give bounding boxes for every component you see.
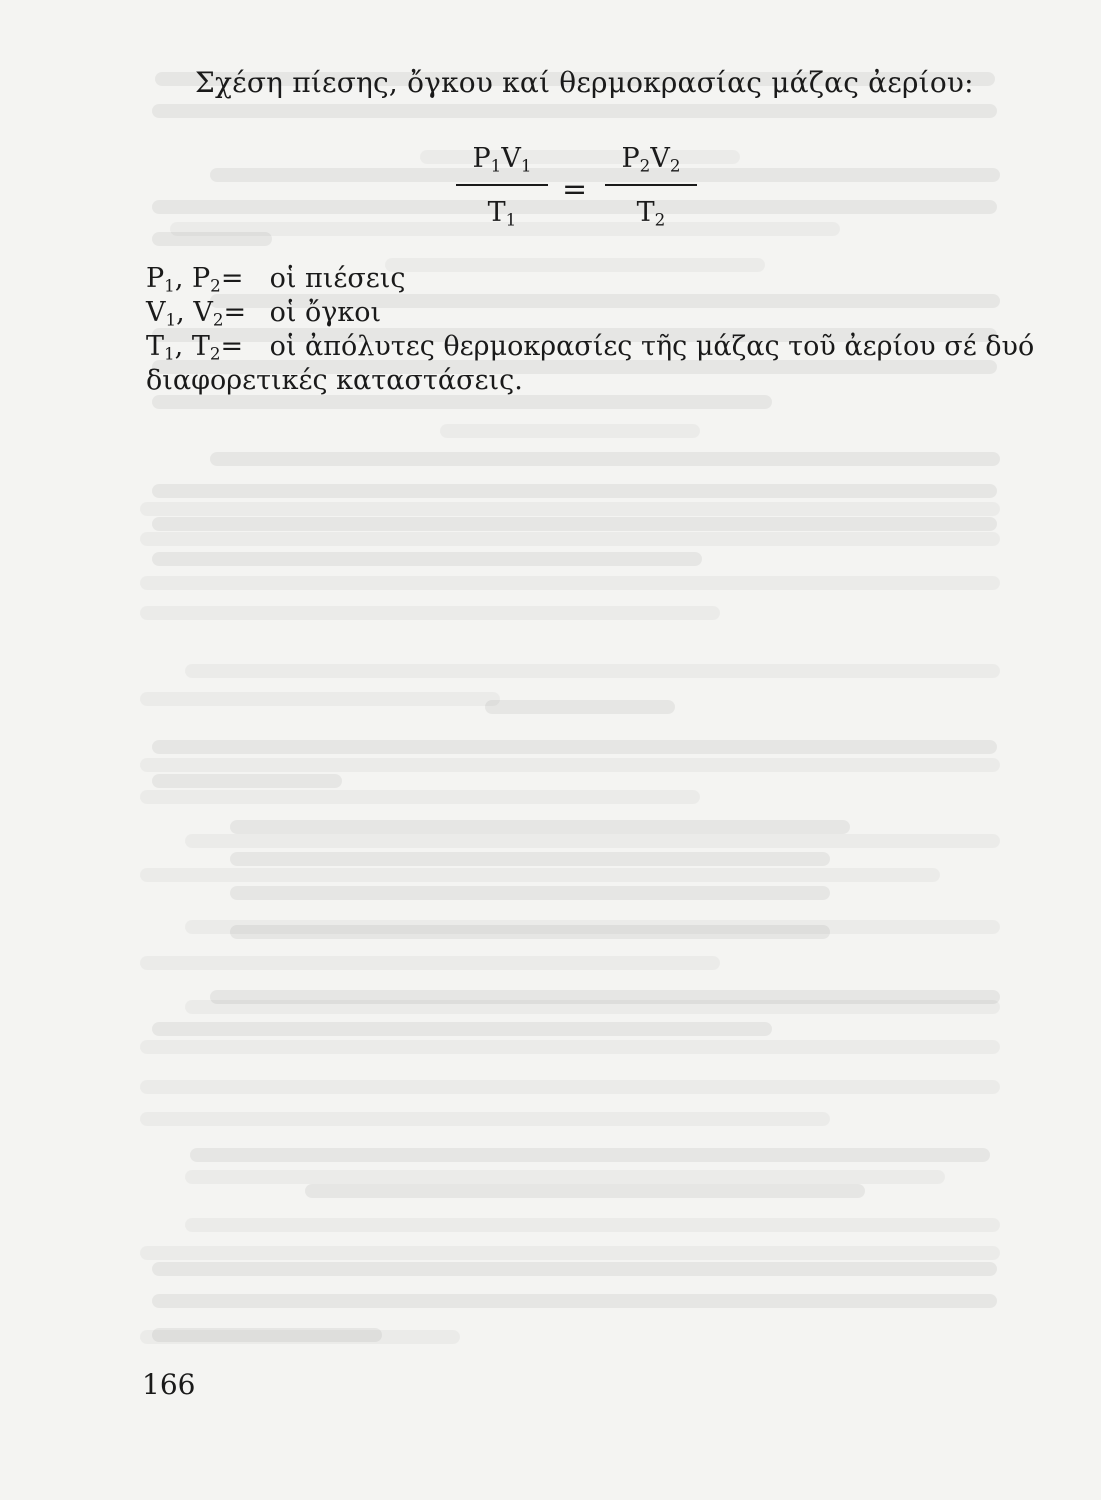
definition-symbols: $T_1$, $T_2=$ — [146, 331, 244, 364]
variable-definitions — [146, 262, 1034, 398]
left-fraction — [456, 140, 548, 232]
fraction-bar — [605, 184, 697, 186]
definition-text: οἱ ἀπόλυτες θερμοκρασίες τῆς μάζας τοῦ ἀερίου σέ δυό — [269, 331, 1035, 362]
right-numerator: $P_2V_2$ — [621, 143, 681, 176]
right-denominator: $T_2$ — [636, 197, 666, 230]
definition-text: οἱ πιέσεις — [269, 263, 406, 294]
left-denominator: $T_1$ — [487, 197, 517, 230]
gas-law-formula — [450, 140, 710, 240]
page-number: 166 — [142, 1368, 196, 1401]
equals-sign: = — [562, 172, 588, 207]
left-numerator: $P_1V_1$ — [472, 143, 532, 176]
definition-volume — [146, 296, 1034, 330]
definition-symbols: $V_1$, $V_2=$ — [146, 297, 247, 330]
definition-text: οἱ ὄγκοι — [269, 297, 382, 328]
definition-symbols: $P_1$, $P_2=$ — [146, 263, 244, 296]
definition-temperature-continuation: διαφορετικές καταστάσεις. — [146, 365, 523, 396]
right-fraction — [605, 140, 697, 232]
section-heading: Σχέση πίεσης, ὄγκου καί θερμοκρασίας μάζας ἀερίου: — [195, 66, 974, 99]
fraction-bar — [456, 184, 548, 186]
definition-temperature — [146, 330, 1034, 364]
definition-pressure — [146, 262, 1034, 296]
